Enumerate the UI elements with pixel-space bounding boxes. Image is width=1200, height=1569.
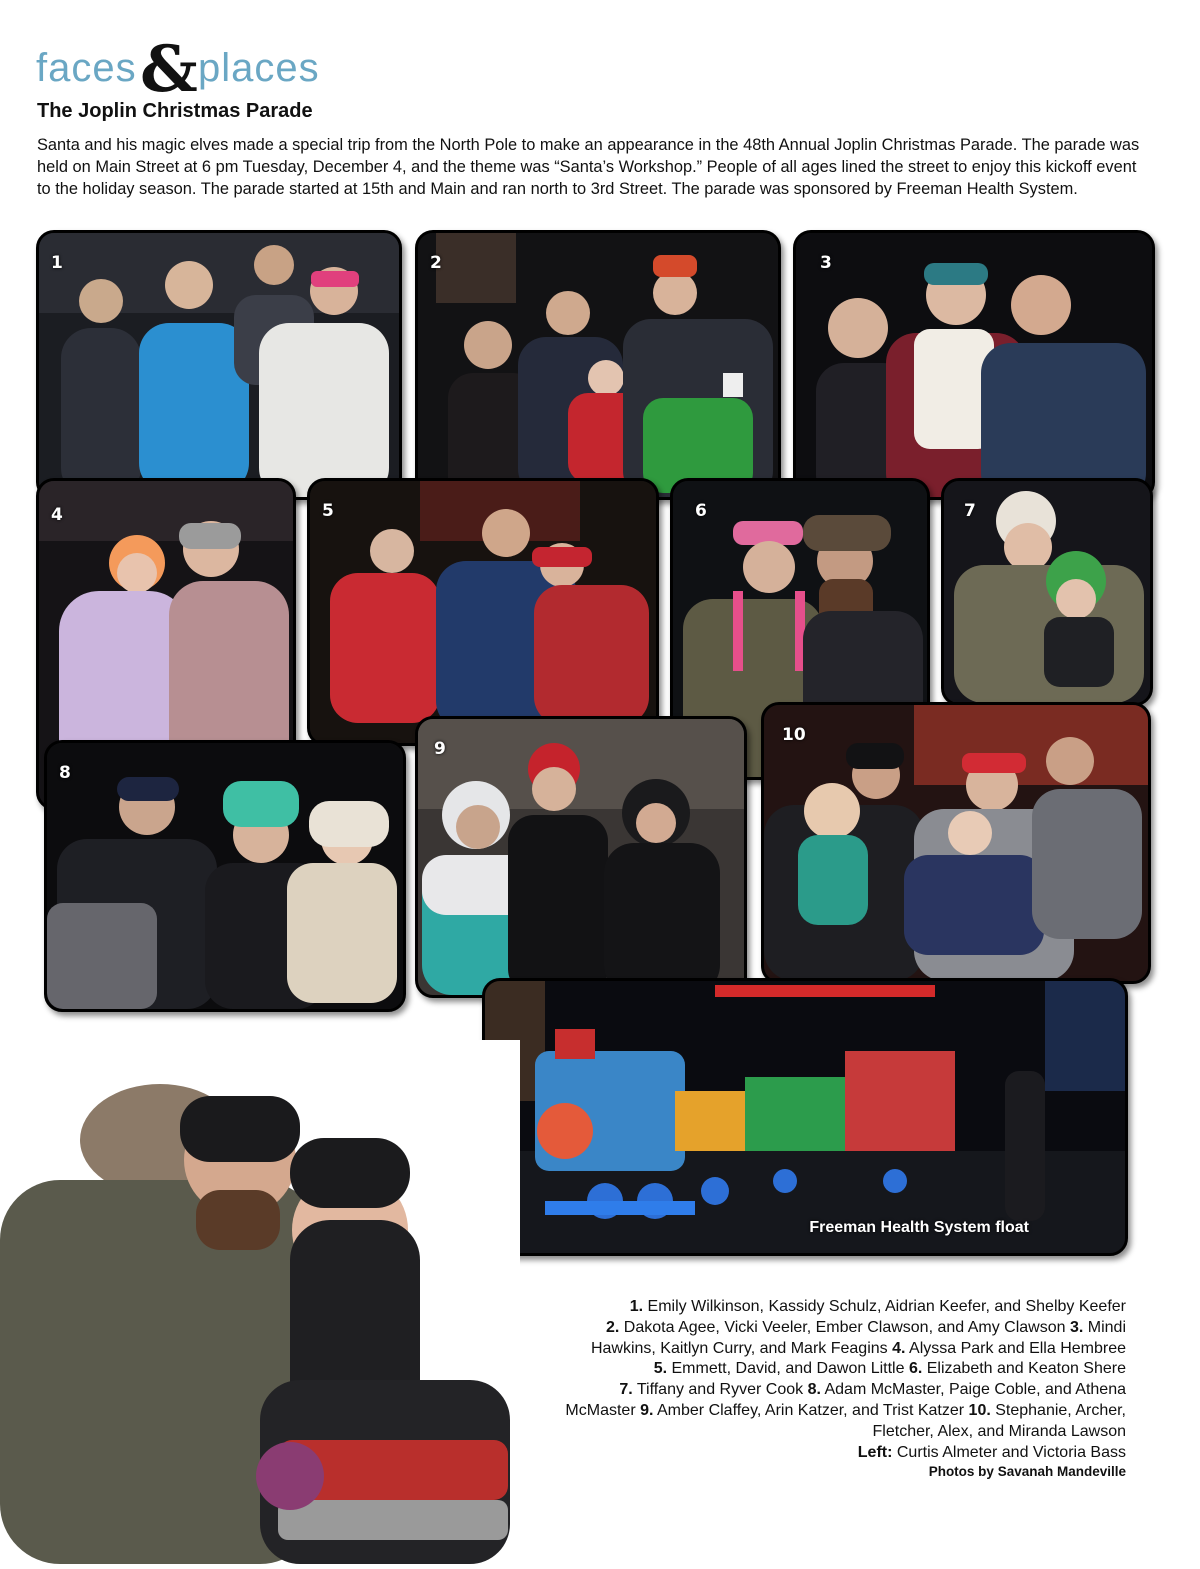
photo-6-number: 6 <box>695 501 707 521</box>
photo-5-number: 5 <box>322 501 334 521</box>
photo-8-image <box>47 743 403 1009</box>
caption-7-text: Tiffany and Ryver Cook <box>632 1381 808 1399</box>
article-headline: The Joplin Christmas Parade <box>37 100 313 122</box>
photo-2-image <box>418 233 778 497</box>
caption-9-number: 9. <box>640 1401 654 1419</box>
caption-1-number: 1. <box>629 1298 644 1315</box>
photo-7-number: 7 <box>964 501 976 521</box>
caption-4-text: Alyssa Park and Ella Hembree <box>905 1339 1126 1357</box>
masthead-places: places <box>198 46 320 90</box>
photo-credit: Photos by Savanah Mandeville <box>928 1464 1126 1479</box>
photo-1-image <box>39 233 399 497</box>
caption-2-text: Dakota Agee, Vicki Veeler, Ember Clawson, and Amy Clawson <box>619 1318 1070 1336</box>
article-intro: Santa and his magic elves made a special trip from the North Pole to make an appearance in the 48th Annual Joplin Christmas Parade. The parade was held on Main Street at 6 pm Tuesday, December 4, and the theme was “Santa’s Workshop.” People of all ages lined the street to enjoy this kickoff event to the holiday season. The parade started at 15th and Main and ran north to 3rd Street. The parade was sponsored by Freeman Health System. <box>37 136 1140 198</box>
caption-10-number: 10. <box>968 1401 991 1419</box>
photo-9-image <box>418 719 744 995</box>
caption-left-text: Curtis Almeter and Victoria Bass <box>892 1443 1126 1461</box>
photo-7 <box>941 478 1153 706</box>
float-photo <box>482 978 1128 1256</box>
photo-3-number: 3 <box>820 253 832 273</box>
photo-9 <box>415 716 747 998</box>
caption-7-number: 7. <box>619 1381 633 1399</box>
masthead-faces: faces <box>36 46 137 90</box>
masthead-ampersand: & <box>140 32 198 107</box>
photo-1 <box>36 230 402 500</box>
photo-10 <box>761 702 1151 984</box>
caption-8-number: 8. <box>807 1381 821 1399</box>
caption-6-number: 6. <box>908 1360 923 1378</box>
photo-2-number: 2 <box>430 253 442 273</box>
left-photo <box>0 1040 520 1564</box>
caption-8-text: Adam McMaster, Paige Coble, and Athena McMaster <box>565 1381 1126 1419</box>
caption-10-text: Stephanie, Archer, Fletcher, Alex, and Miranda Lawson <box>872 1401 1126 1440</box>
caption-1-text: Emily Wilkinson, Kassidy Schulz, Aidrian Keefer, and Shelby Keefer <box>643 1298 1126 1315</box>
photo-8-number: 8 <box>59 763 71 783</box>
photo-3 <box>793 230 1155 500</box>
float-photo-image <box>485 981 1125 1253</box>
caption-5-number: 5. <box>653 1360 668 1378</box>
left-photo-image <box>0 1040 520 1564</box>
photo-2 <box>415 230 781 500</box>
caption-left-label: Left: <box>857 1443 893 1461</box>
photo-4-number: 4 <box>51 505 63 525</box>
photo-1-number: 1 <box>51 253 63 273</box>
caption-3-text: Mindi Hawkins, Kaitlyn Curry, and Mark Feagins <box>590 1318 1126 1357</box>
photo-5-image <box>310 481 656 743</box>
caption-6-text: Elizabeth and Keaton Shere <box>922 1360 1126 1378</box>
photo-10-number: 10 <box>782 725 806 745</box>
photo-8 <box>44 740 406 1012</box>
float-photo-caption: Freeman Health System float <box>809 1219 1029 1236</box>
photo-captions <box>560 1297 1126 1463</box>
caption-3-number: 3. <box>1069 1318 1084 1336</box>
photo-5 <box>307 478 659 746</box>
photo-9-number: 9 <box>434 739 446 759</box>
caption-4-number: 4. <box>892 1339 906 1357</box>
caption-9-text: Amber Claffey, Arin Katzer, and Trist Katzer <box>653 1401 969 1419</box>
caption-2-number: 2. <box>606 1318 620 1336</box>
photo-10-image <box>764 705 1148 981</box>
photo-3-image <box>796 233 1152 497</box>
caption-5-text: Emmett, David, and Dawon Little <box>667 1360 909 1378</box>
